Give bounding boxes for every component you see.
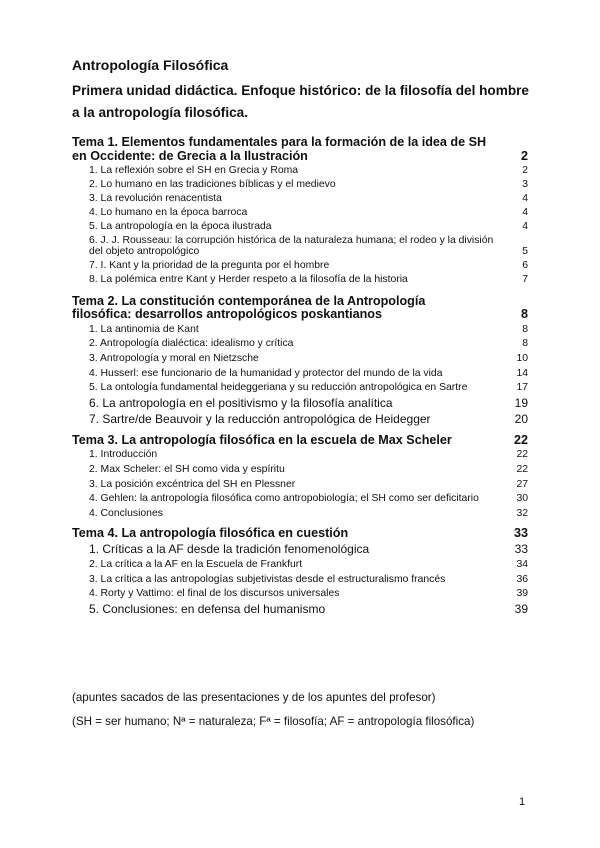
- toc-item-page: 2: [522, 165, 528, 176]
- tema-title: Tema 3. La antropología filosófica en la escuela de Max Scheler: [72, 432, 452, 447]
- toc-item: [72, 493, 528, 504]
- toc-item: [72, 574, 528, 585]
- tema-title: Tema 2. La constitución contemporánea de la Antropología filosófica: desarrollos antropológicos poskantianos: [72, 293, 426, 322]
- tema-title: Tema 1. Elementos fundamentales para la formación de la idea de SH en Occidente: de Grecia a la Ilustración: [72, 135, 487, 163]
- source-note: (apuntes sacados de las presentaciones y de los apuntes del profesor): [72, 691, 436, 704]
- table-of-contents: [72, 136, 528, 616]
- toc-item-page: 17: [516, 382, 528, 394]
- toc-item-label: 1. La antinomia de Kant: [89, 323, 199, 335]
- tema-page: 2: [520, 148, 528, 163]
- toc-item-page: 14: [516, 367, 528, 379]
- toc-item: [72, 449, 528, 460]
- toc-item: [72, 207, 528, 218]
- tema-page: 8: [520, 307, 528, 322]
- toc-item: [72, 179, 528, 190]
- toc-item: [72, 588, 528, 599]
- toc-item-page: 3: [522, 179, 528, 190]
- toc-item-label: 4. Husserl: ese funcionario de la humanidad y protector del mundo de la vida: [89, 367, 443, 379]
- tema-heading: [72, 434, 528, 448]
- course-title: Antropología Filosófica: [72, 57, 229, 73]
- toc-item: [72, 353, 528, 364]
- tema-heading: [72, 136, 528, 163]
- toc-item-label: 4. Conclusiones: [89, 507, 163, 519]
- toc-item-label: 1. Críticas a la AF desde la tradición fenomenológica: [89, 541, 370, 556]
- toc-item: [72, 479, 528, 490]
- toc-item-label: 7. I. Kant y la prioridad de la pregunta por el hombre: [89, 260, 330, 272]
- toc-item-label: 3. Antropología y moral en Nietzsche: [89, 353, 259, 364]
- toc-item-page: 19: [514, 395, 528, 410]
- toc-item: [72, 165, 528, 176]
- toc-item-label: 2. Antropología dialéctica: idealismo y crítica: [89, 338, 294, 350]
- tema-heading: [72, 295, 528, 322]
- toc-item: [72, 338, 528, 349]
- toc-item-label: 4. Gehlen: la antropología filosófica como antropobiología; el SH como ser deficitario: [89, 493, 479, 505]
- tema-page: 22: [513, 432, 528, 447]
- toc-item: [72, 235, 528, 258]
- toc-item-page: 22: [516, 464, 528, 476]
- toc-item-label: 1. Introducción: [89, 449, 158, 461]
- toc-item-page: 22: [516, 449, 528, 461]
- toc-item-page: 32: [516, 507, 528, 519]
- tema-page: 33: [513, 526, 528, 541]
- toc-item-label: 4. Rorty y Vattimo: el final de los discursos universales: [89, 588, 340, 600]
- toc-item: [72, 559, 528, 570]
- toc-item-page: 36: [516, 573, 528, 585]
- toc-item-label: 8. La polémica entre Kant y Herder respeto a la filosofía de la historia: [89, 274, 408, 286]
- toc-item: [72, 397, 528, 410]
- toc-item-label: 2. La crítica a la AF en la Escuela de Frankfurt: [89, 558, 303, 570]
- toc-item-page: 5: [522, 246, 528, 258]
- toc-item-label: 3. La posición excéntrica del SH en Plessner: [89, 478, 296, 490]
- toc-item-page: 7: [522, 274, 528, 286]
- toc-item: [72, 368, 528, 379]
- toc-item: [72, 382, 528, 393]
- toc-item: [72, 543, 528, 556]
- toc-item-page: 4: [522, 207, 528, 218]
- toc-item-label: 5. La ontología fundamental heideggeriana y su reducción antropológica en Sartre: [89, 382, 468, 394]
- tema-title: Tema 4. La antropología filosófica en cuestión: [72, 526, 349, 541]
- toc-item-page: 39: [516, 588, 528, 600]
- toc-item-page: 33: [514, 541, 528, 556]
- toc-item: [72, 221, 528, 232]
- toc-item: [72, 324, 528, 335]
- toc-item-page: 27: [516, 478, 528, 490]
- toc-item-page: 39: [514, 601, 528, 616]
- toc-item-label: 5. Conclusiones: en defensa del humanismo: [89, 601, 326, 616]
- toc-item-page: 10: [516, 353, 528, 364]
- toc-item-label: 7. Sartre/de Beauvoir y la reducción antropológica de Heidegger: [89, 411, 431, 426]
- page-number: 1: [519, 796, 526, 808]
- toc-item: [72, 413, 528, 426]
- toc-item-page: 30: [516, 493, 528, 505]
- toc-item-label: 5. La antropología en la época ilustrada: [89, 221, 272, 232]
- toc-item-label: 2. Lo humano en las tradiciones bíblicas y el medievo: [89, 179, 336, 190]
- tema-heading: [72, 527, 528, 541]
- toc-item-label: 6. La antropología en el positivismo y la filosofía analítica: [89, 395, 393, 410]
- unit-subtitle: Primera unidad didáctica. Enfoque histórico: de la filosofía del hombre a la antropología filosófica.: [72, 83, 529, 120]
- toc-item: [72, 508, 528, 519]
- toc-item-page: 8: [522, 323, 528, 335]
- toc-item: [72, 603, 528, 616]
- toc-item-page: 20: [514, 411, 528, 426]
- toc-item-label: 6. J. J. Rousseau: la corrupción histórica de la naturaleza humana; el rodeo y la división del objeto antropológico: [89, 235, 494, 258]
- toc-item-label: 2. Max Scheler: el SH como vida y espíritu: [89, 464, 285, 476]
- toc-item-label: 4. Lo humano en la época barroca: [89, 207, 248, 218]
- toc-item-page: 8: [522, 338, 528, 350]
- toc-item-page: 4: [522, 221, 528, 232]
- toc-item-page: 6: [522, 260, 528, 272]
- toc-item-label: 1. La reflexión sobre el SH en Grecia y Roma: [89, 165, 299, 176]
- toc-item: [72, 260, 528, 271]
- toc-item: [72, 464, 528, 475]
- toc-item: [72, 274, 528, 285]
- toc-item-page: 4: [522, 193, 528, 204]
- toc-item: [72, 193, 528, 204]
- toc-item-label: 3. La revolución renacentista: [89, 193, 222, 204]
- abbreviation-note: (SH = ser humano; Nª = naturaleza; Fª = filosofía; AF = antropología filosófica): [72, 715, 475, 728]
- toc-item-label: 3. La crítica a las antropologías subjetivistas desde el estructuralismo francés: [89, 573, 446, 585]
- toc-item-page: 34: [516, 558, 528, 570]
